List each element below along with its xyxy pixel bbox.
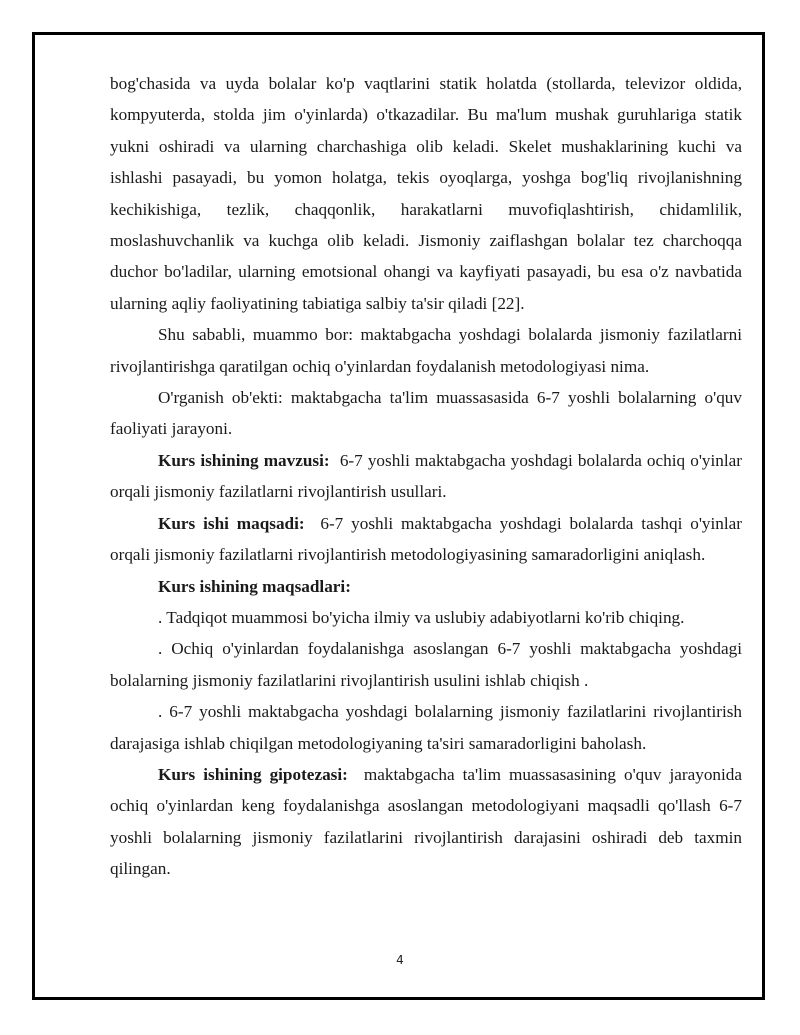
hypothesis-label: Kurs ishining gipotezasi: xyxy=(158,764,348,784)
aim-text: 6-7 yoshli maktabgacha yoshdagi bolalarda tashqi o'yinlar orqali jismoniy fazilatlarni rivojlantirish metodologiyasining samaradorligini aniqlash. xyxy=(110,513,743,565)
goal-item-3: . 6-7 yoshli maktabgacha yoshdagi bolalarning jismoniy fazilatlarini rivojlantirish darajasiga ishlab chiqilgan metodologiyaning ta'siri samaradorligini baholash. xyxy=(110,702,742,753)
hypothesis-text: maktabgacha ta'lim muassasasining o'quv jarayonida ochiq o'yinlardan keng foydalanishga asoslangan metodologiyani maqsadli qo'llash 6-7 yoshli bolalarning jismoniy fazilatlarini rivojlantirish darajasini oshiradi deb taxmin qilingan. xyxy=(110,764,743,879)
topic-label: Kurs ishining mavzusi: xyxy=(158,450,330,470)
aim-label: Kurs ishi maqsadi: xyxy=(158,513,305,533)
goal-item-2: . Ochiq o'yinlardan foydalanishga asoslangan 6-7 yoshli maktabgacha yoshdagi bolalarning jismoniy fazilatlarini rivojlantirish usulini ishlab chiqish . xyxy=(110,639,742,690)
document-body xyxy=(110,68,742,885)
goals-heading: Kurs ishining maqsadlari: xyxy=(158,576,351,596)
goal-item-1: . Tadqiqot muammosi bo'yicha ilmiy va uslubiy adabiyotlarni ko'rib chiqing. xyxy=(158,607,685,627)
topic-text: 6-7 yoshli maktabgacha yoshdagi bolalarda ochiq o'yinlar orqali jismoniy fazilatlarni rivojlantirish usullari. xyxy=(110,450,742,502)
paragraph-problem: Shu sababli, muammo bor: maktabgacha yoshdagi bolalarda jismoniy fazilatlarni rivojlantirishga qaratilgan ochiq o'yinlardan foydalanish metodologiyasi nima. xyxy=(110,325,742,376)
page-number: 4 xyxy=(396,953,404,967)
paragraph-aim xyxy=(110,508,742,571)
paragraph-hypothesis xyxy=(110,759,742,885)
paragraph-object: O'rganish ob'ekti: maktabgacha ta'lim muassasasida 6-7 yoshli bolalarning o'quv faoliyati jarayoni. xyxy=(110,388,742,439)
paragraph-topic xyxy=(110,445,742,508)
paragraph-intro: bog'chasida va uyda bolalar ko'p vaqtlarini statik holatda (stollarda, televizor oldida, kompyuterda, stolda jim o'yinlarda) o'tkazadilar. Bu ma'lum mushak guruhlariga statik yukni oshiradi va ularning charchashiga olib keladi. Skelet mushaklarining kuchi va ishlashi pasayadi, bu yomon holatga, tekis oyoqlarga, yoshga bog'liq rivojlanishning kechikishiga, tezlik, chaqqonlik, harakatlarni muvofiqlashtirish, chidamlilik, moslashuvchanlik va kuchga olib keladi. Jismoniy zaiflashgan bolalar tez charchoqqa duchor bo'ladilar, ularning emotsional ohangi va kayfiyati pasayadi, bu esa o'z navbatida ularning aqliy faoliyatining tabiatiga salbiy ta'sir qiladi [22]. xyxy=(110,74,742,313)
